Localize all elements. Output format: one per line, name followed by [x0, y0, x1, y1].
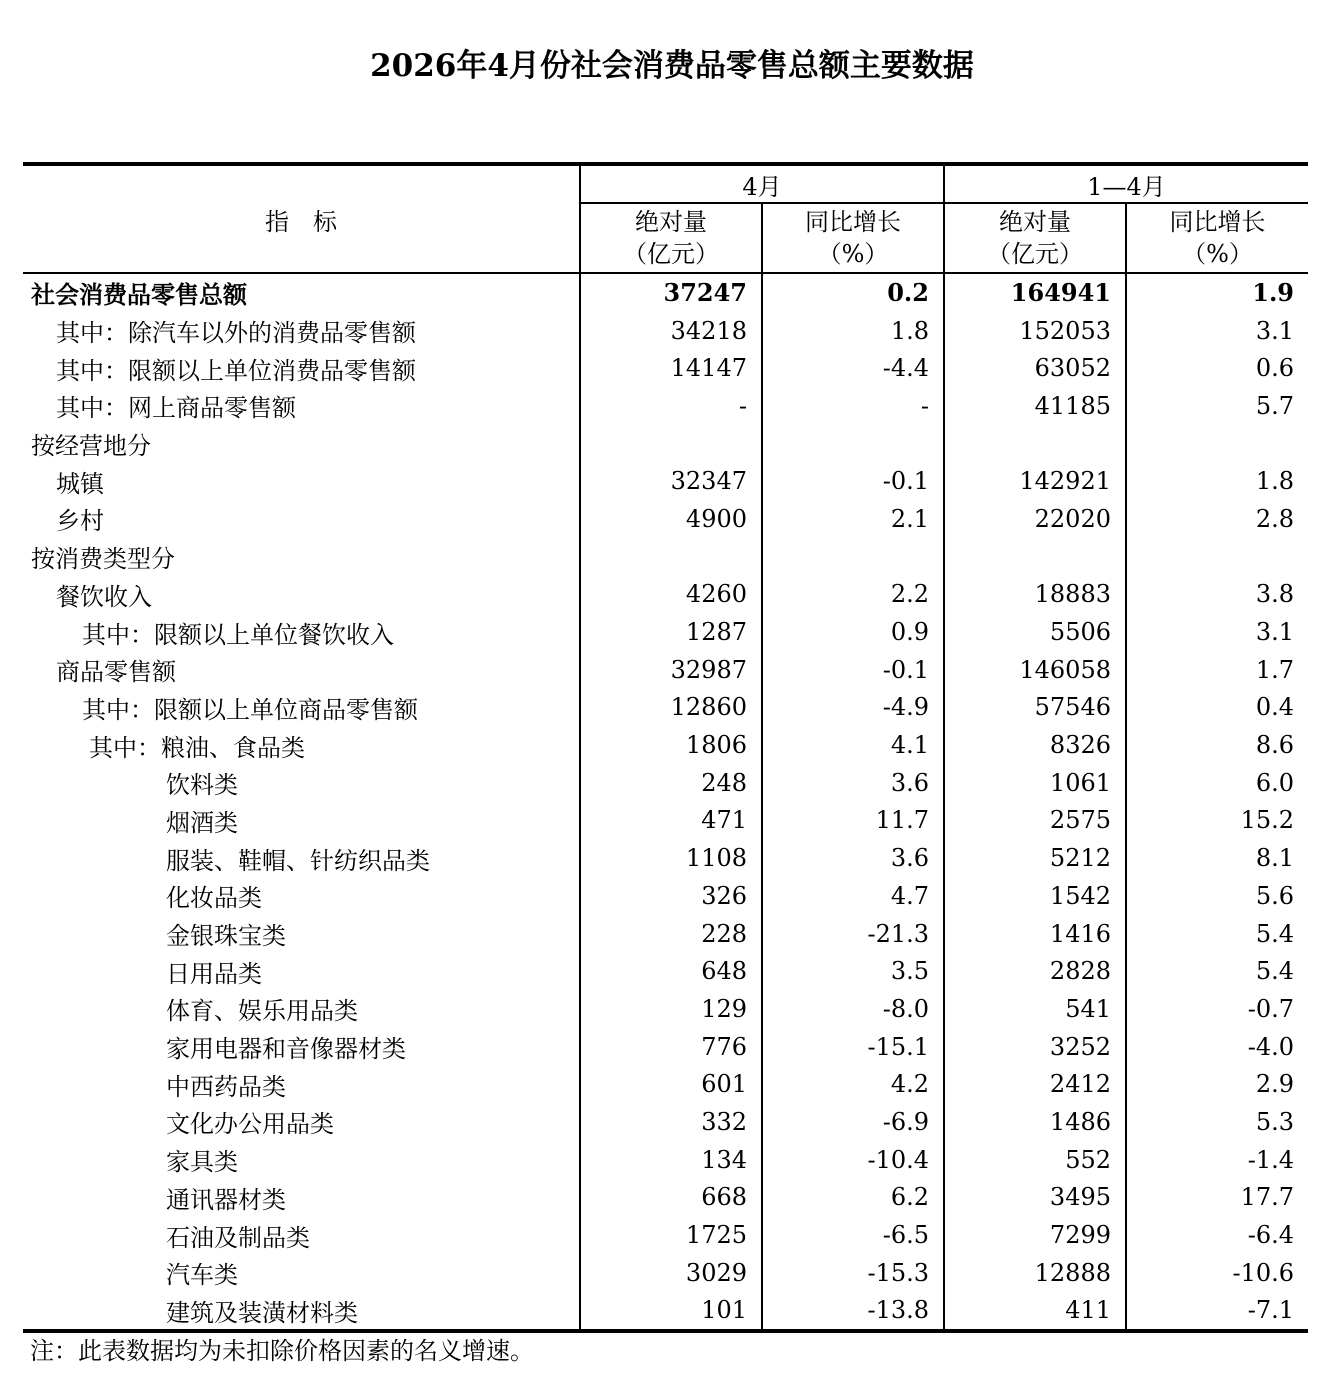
month-abs-cell: 332	[580, 1103, 762, 1141]
table-row	[23, 576, 1308, 614]
row-label: 家具类	[23, 1141, 580, 1179]
month-yoy-cell: 0.9	[762, 613, 944, 651]
table-row	[23, 990, 1308, 1028]
table-row	[23, 462, 1308, 500]
table-row	[23, 952, 1308, 990]
ytd-yoy-cell: 1.7	[1255, 655, 1295, 684]
month-yoy-cell: -6.9	[762, 1103, 944, 1141]
month-abs-cell: 4900	[580, 500, 762, 538]
row-label: 按消费类型分	[23, 538, 580, 576]
ytd-yoy-cell: 3.1	[1255, 618, 1295, 647]
ytd-yoy-cell: -7.1	[1126, 1292, 1308, 1332]
table-row	[23, 1216, 1308, 1254]
row-label: 文化办公用品类	[23, 1103, 580, 1141]
month-yoy-cell: 4.2	[762, 1065, 944, 1103]
ytd-yoy-cell: 2.8	[1255, 504, 1295, 533]
month-yoy-cell: 4.7	[762, 877, 944, 915]
month-yoy-cell: 3.6	[762, 764, 944, 802]
ytd-abs-cell: 22020	[944, 500, 1126, 538]
month-abs-cell: 1287	[580, 613, 762, 651]
ytd-abs-cell: 541	[944, 990, 1126, 1028]
ytd-abs-cell: 2412	[944, 1065, 1126, 1103]
row-label: 日用品类	[23, 952, 580, 990]
row-label: 餐饮收入	[23, 576, 580, 614]
ytd-abs-cell: 7299	[944, 1216, 1126, 1254]
month-abs-header: 绝对量 （亿元）	[580, 203, 762, 273]
ytd-yoy-cell: 5.7	[1255, 391, 1295, 420]
row-label: 建筑及装潢材料类	[23, 1292, 580, 1332]
table-row	[23, 802, 1308, 840]
row-label: 中西药品类	[23, 1065, 580, 1103]
month-yoy-cell	[762, 538, 944, 576]
ytd-abs-cell: 2575	[944, 802, 1126, 840]
ytd-abs-cell: 1486	[944, 1103, 1126, 1141]
month-abs-cell: 776	[580, 1028, 762, 1066]
table-row	[23, 1103, 1308, 1141]
retail-sales-table	[23, 162, 1308, 1333]
table-row	[23, 1065, 1308, 1103]
table-row	[23, 689, 1308, 727]
month-yoy-cell: -15.1	[762, 1028, 944, 1066]
month-yoy-cell: -	[762, 387, 944, 425]
month-yoy-cell: -21.3	[762, 915, 944, 953]
row-label: 烟酒类	[23, 802, 580, 840]
month-yoy-cell: -0.1	[762, 462, 944, 500]
row-label: 家用电器和音像器材类	[23, 1028, 580, 1066]
row-label: 乡村	[23, 500, 580, 538]
table-row	[23, 312, 1308, 350]
table-row	[23, 1179, 1308, 1217]
ytd-abs-cell: 8326	[944, 726, 1126, 764]
month-yoy-cell: 3.5	[762, 952, 944, 990]
ytd-abs-cell: 18883	[944, 576, 1126, 614]
table-body	[23, 273, 1308, 1331]
table-row	[23, 538, 1308, 576]
row-label: 其中：限额以上单位消费品零售额	[23, 349, 580, 387]
row-label: 其中：限额以上单位餐饮收入	[23, 613, 580, 651]
ytd-abs-cell: 12888	[944, 1254, 1126, 1292]
month-abs-cell: 668	[580, 1179, 762, 1217]
table-row	[23, 387, 1308, 425]
ytd-yoy-cell: 0.6	[1255, 354, 1295, 383]
ytd-yoy-cell: 5.6	[1255, 881, 1295, 910]
ytd-abs-cell: 152053	[944, 312, 1126, 350]
month-abs-cell: 134	[580, 1141, 762, 1179]
month-abs-cell	[580, 538, 762, 576]
row-label: 石油及制品类	[23, 1216, 580, 1254]
month-abs-cell: 1108	[580, 839, 762, 877]
ytd-yoy-cell: 5.3	[1255, 1107, 1295, 1136]
row-label: 商品零售额	[23, 651, 580, 689]
month-yoy-cell: -10.4	[762, 1141, 944, 1179]
month-abs-cell: 34218	[580, 312, 762, 350]
month-abs-cell: 326	[580, 877, 762, 915]
ytd-abs-cell	[944, 538, 1126, 576]
table-row	[23, 839, 1308, 877]
month-abs-cell: 1725	[580, 1216, 762, 1254]
ytd-yoy-cell: -6.4	[1247, 1221, 1295, 1250]
ytd-abs-cell: 1061	[944, 764, 1126, 802]
table-row	[23, 349, 1308, 387]
ytd-yoy-cell: 6.0	[1255, 768, 1295, 797]
month-yoy-cell: 6.2	[762, 1179, 944, 1217]
ytd-yoy-header: 同比增长 （%）	[1126, 203, 1308, 273]
ytd-yoy-cell: 17.7	[1240, 1183, 1295, 1212]
row-label: 其中：网上商品零售额	[23, 387, 580, 425]
month-abs-cell: 228	[580, 915, 762, 953]
ytd-yoy-cell: -1.4	[1247, 1145, 1295, 1174]
table-row	[23, 613, 1308, 651]
month-abs-cell	[580, 425, 762, 463]
ytd-yoy-cell: 1.9	[1252, 278, 1295, 308]
month-abs-cell: 32347	[580, 462, 762, 500]
ytd-abs-cell: 411	[944, 1292, 1126, 1332]
month-yoy-cell: 11.7	[762, 802, 944, 840]
ytd-yoy-cell: -10.6	[1232, 1258, 1295, 1287]
month-yoy-cell	[762, 425, 944, 463]
month-abs-cell: 1806	[580, 726, 762, 764]
ytd-yoy-cell	[1126, 538, 1308, 576]
row-label: 城镇	[23, 462, 580, 500]
month-abs-cell: 471	[580, 802, 762, 840]
row-label: 金银珠宝类	[23, 915, 580, 953]
ytd-yoy-cell: 1.8	[1255, 467, 1295, 496]
month-yoy-cell: -15.3	[762, 1254, 944, 1292]
ytd-yoy-cell: 5.4	[1255, 957, 1295, 986]
month-yoy-cell: -4.4	[762, 349, 944, 387]
page-title: 2026年4月份社会消费品零售总额主要数据	[370, 48, 974, 84]
table-row	[23, 915, 1308, 953]
month-abs-cell: 37247	[580, 273, 762, 312]
row-label: 社会消费品零售总额	[23, 273, 580, 312]
ytd-yoy-cell: 15.2	[1240, 806, 1295, 835]
month-abs-cell: 248	[580, 764, 762, 802]
row-label: 汽车类	[23, 1254, 580, 1292]
ytd-yoy-cell: -4.0	[1247, 1032, 1295, 1061]
row-label: 通讯器材类	[23, 1179, 580, 1217]
table-row	[23, 1141, 1308, 1179]
ytd-abs-cell: 3252	[944, 1028, 1126, 1066]
table-row	[23, 273, 1308, 312]
row-label: 化妆品类	[23, 877, 580, 915]
table-row	[23, 425, 1308, 463]
month-abs-cell: 32987	[580, 651, 762, 689]
month-yoy-cell: 2.2	[762, 576, 944, 614]
row-label: 服装、鞋帽、针纺织品类	[23, 839, 580, 877]
month-abs-cell: -	[580, 387, 762, 425]
ytd-abs-cell: 57546	[944, 689, 1126, 727]
month-abs-cell: 101	[580, 1292, 762, 1332]
ytd-yoy-cell: 0.4	[1255, 693, 1295, 722]
month-yoy-cell: 3.6	[762, 839, 944, 877]
table-row	[23, 877, 1308, 915]
footnote: 注：此表数据均为未扣除价格因素的名义增速。	[30, 1337, 534, 1365]
ytd-yoy-cell: 3.8	[1255, 580, 1295, 609]
month-abs-cell: 12860	[580, 689, 762, 727]
ytd-yoy-cell	[1126, 425, 1308, 463]
month-abs-cell: 601	[580, 1065, 762, 1103]
month-yoy-cell: 1.8	[762, 312, 944, 350]
month-yoy-cell: -6.5	[762, 1216, 944, 1254]
month-abs-cell: 3029	[580, 1254, 762, 1292]
ytd-group-header: 1—4月	[944, 164, 1308, 203]
table-row	[23, 500, 1308, 538]
ytd-abs-cell: 63052	[944, 349, 1126, 387]
ytd-abs-cell: 5212	[944, 839, 1126, 877]
ytd-abs-cell: 3495	[944, 1179, 1126, 1217]
ytd-abs-cell: 146058	[944, 651, 1126, 689]
table-row	[23, 1254, 1308, 1292]
month-yoy-cell: -0.1	[762, 651, 944, 689]
ytd-abs-cell: 142921	[944, 462, 1126, 500]
month-yoy-cell: -13.8	[762, 1292, 944, 1332]
row-label: 体育、娱乐用品类	[23, 990, 580, 1028]
row-label: 饮料类	[23, 764, 580, 802]
row-label: 其中：粮油、食品类	[23, 726, 580, 764]
ytd-abs-cell: 5506	[944, 613, 1126, 651]
table-row	[23, 1028, 1308, 1066]
month-yoy-cell: 0.2	[762, 273, 944, 312]
table-row	[23, 726, 1308, 764]
ytd-abs-cell: 1416	[944, 915, 1126, 953]
ytd-yoy-cell: 8.6	[1255, 731, 1295, 760]
row-label: 其中：除汽车以外的消费品零售额	[23, 312, 580, 350]
month-abs-cell: 129	[580, 990, 762, 1028]
ytd-abs-cell: 1542	[944, 877, 1126, 915]
table-row	[23, 651, 1308, 689]
row-label: 其中：限额以上单位商品零售额	[23, 689, 580, 727]
month-yoy-cell: -8.0	[762, 990, 944, 1028]
month-yoy-header: 同比增长 （%）	[762, 203, 944, 273]
ytd-yoy-cell: 8.1	[1255, 844, 1295, 873]
month-group-header: 4月	[580, 164, 944, 203]
table-row	[23, 764, 1308, 802]
month-yoy-cell: 2.1	[762, 500, 944, 538]
month-abs-cell: 4260	[580, 576, 762, 614]
ytd-abs-cell: 164941	[944, 273, 1126, 312]
table-row	[23, 1292, 1308, 1332]
row-label: 按经营地分	[23, 425, 580, 463]
ytd-abs-cell: 2828	[944, 952, 1126, 990]
indicator-header: 指 标	[23, 164, 580, 273]
month-yoy-cell: 4.1	[762, 726, 944, 764]
ytd-abs-header: 绝对量 （亿元）	[944, 203, 1126, 273]
ytd-yoy-cell: -0.7	[1247, 994, 1295, 1023]
ytd-yoy-cell: 5.4	[1255, 919, 1295, 948]
month-abs-cell: 14147	[580, 349, 762, 387]
ytd-yoy-cell: 2.9	[1255, 1070, 1295, 1099]
ytd-abs-cell: 552	[944, 1141, 1126, 1179]
ytd-abs-cell: 41185	[944, 387, 1126, 425]
month-abs-cell: 648	[580, 952, 762, 990]
ytd-abs-cell	[944, 425, 1126, 463]
month-yoy-cell: -4.9	[762, 689, 944, 727]
ytd-yoy-cell: 3.1	[1255, 316, 1295, 345]
